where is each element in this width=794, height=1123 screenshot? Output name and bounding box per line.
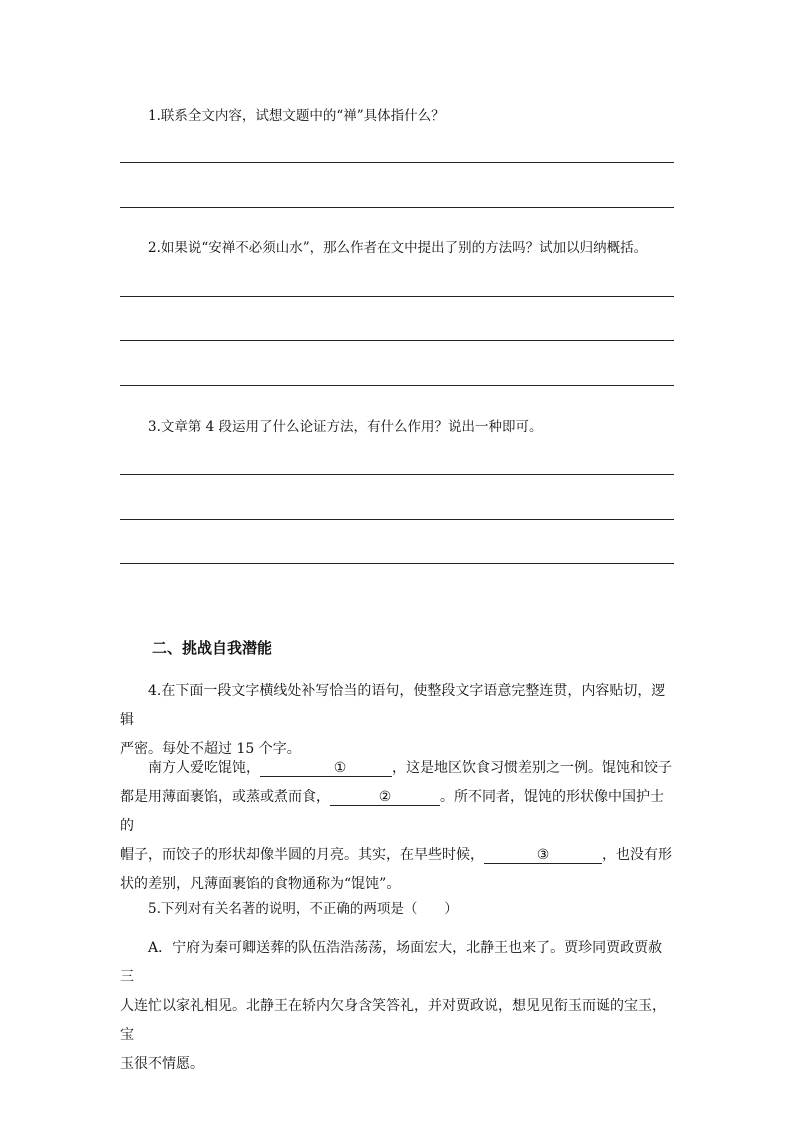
answer-line[interactable] <box>120 519 674 520</box>
passage-text: 都是用薄面裹馅，或蒸或煮而食， <box>120 789 330 805</box>
passage-line <box>120 783 676 841</box>
passage-line: 状的差别，凡薄面裹馅的食物通称为“馄饨”。 <box>120 876 401 892</box>
passage-text: 帽子，而饺子的形状却像半圆的月亮。其实，在早些时候， <box>120 847 484 863</box>
question-5: 5.下列对有关名著的说明，不正确的两项是（ ） <box>148 901 458 917</box>
passage-text: 。所不同者，馄饨的形状像中国护士的 <box>120 789 664 834</box>
answer-line[interactable] <box>120 340 674 341</box>
passage-text: 南方人爱吃馄饨， <box>148 760 260 776</box>
fill-blank-1[interactable]: ① <box>260 760 392 777</box>
answer-line[interactable] <box>120 563 674 564</box>
answer-line[interactable] <box>120 162 674 163</box>
question-2: 2.如果说“安禅不必须山水”，那么作者在文中提出了别的方法吗？试加以归纳概括。 <box>148 240 648 256</box>
question-5-option-a[interactable] <box>120 934 676 1079</box>
passage-line <box>120 754 676 783</box>
question-1: 1.联系全文内容，试想文题中的“禅”具体指什么？ <box>148 108 445 124</box>
question-4-instruction <box>120 677 676 764</box>
answer-line[interactable] <box>120 296 674 297</box>
passage-text: ，也没有形 <box>602 847 672 863</box>
section-heading: 二、挑战自我潜能 <box>152 639 273 657</box>
fill-blank-2[interactable]: ② <box>330 789 440 806</box>
answer-line[interactable] <box>120 385 674 386</box>
instruction-line: 严密。每处不超过 15 个字。 <box>120 741 301 757</box>
question-3: 3.文章第 4 段运用了什么论证方法，有什么作用？说出一种即可。 <box>148 419 543 435</box>
question-4-passage <box>120 754 676 899</box>
instruction-line: 4.在下面一段文字横线处补写恰当的语句，使整段文字语意完整连贯，内容贴切，逻辑 <box>120 683 666 728</box>
answer-line[interactable] <box>120 207 674 208</box>
option-line: 玉很不情愿。 <box>120 1056 204 1072</box>
answer-line[interactable] <box>120 474 674 475</box>
option-line: 人连忙以家礼相见。北静王在轿内欠身含笑答礼，并对贾政说，想见见衔玉而诞的宝玉，宝 <box>120 998 666 1043</box>
passage-text: ，这是地区饮食习惯差别之一例。馄饨和饺子 <box>392 760 672 776</box>
option-line: A．宁府为秦可卿送葬的队伍浩浩荡荡，场面宏大，北静王也来了。贾珍同贾政贾赦三 <box>120 940 663 985</box>
fill-blank-3[interactable]: ③ <box>484 847 602 864</box>
passage-line <box>120 841 676 870</box>
